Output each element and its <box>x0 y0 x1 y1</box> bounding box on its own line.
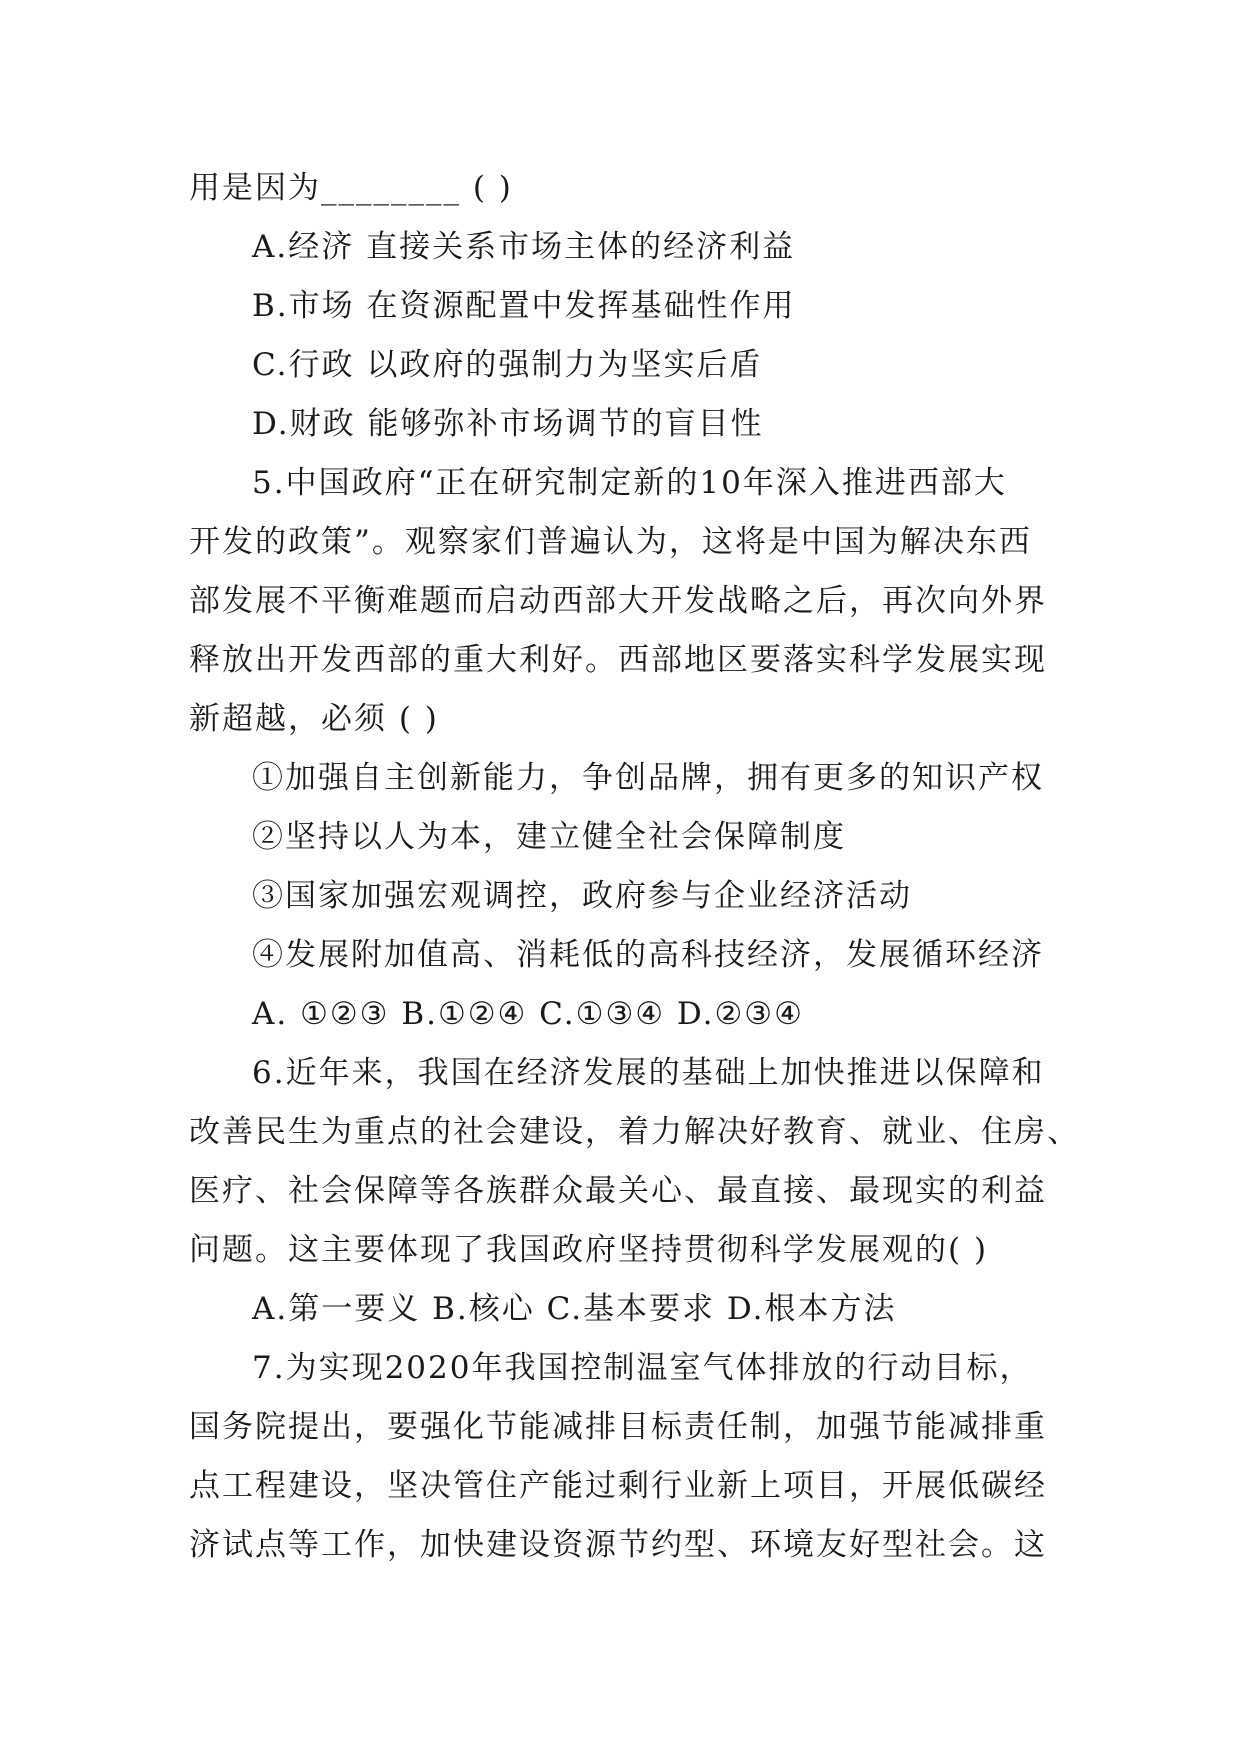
question-6-line-1: 6.近年来，我国在经济发展的基础上加快推进以保障和 <box>252 1055 1045 1091</box>
statement-3-line: ③国家加强宏观调控，政府参与企业经济活动 <box>252 878 912 914</box>
statement-1-line: ①加强自主创新能力，争创品牌，拥有更多的知识产权 <box>252 760 1044 796</box>
statement-4-line: ④发展附加值高、消耗低的高科技经济，发展循环经济 <box>252 937 1044 973</box>
question-5-line-2: 开发的政策”。观察家们普遍认为，这将是中国为解决东西 <box>189 524 1032 560</box>
document-page <box>189 159 1080 1575</box>
option-b-line: B.市场 在资源配置中发挥基础性作用 <box>252 288 796 324</box>
question-5-line-4: 释放出开发西部的重大利好。西部地区要落实科学发展实现 <box>189 642 1047 678</box>
question-5-line-5: 新超越，必须 ( ) <box>189 701 439 737</box>
option-d-line: D.财政 能够弥补市场调节的盲目性 <box>252 406 764 442</box>
question-7-line-4: 济试点等工作，加快建设资源节约型、环境友好型社会。这 <box>189 1527 1047 1563</box>
statement-2-line: ②坚持以人为本，建立健全社会保障制度 <box>252 819 846 855</box>
text-line-1: 用是因为________ ( ) <box>189 170 513 206</box>
question-7-line-2: 国务院提出，要强化节能减排目标责任制，加强节能减排重 <box>189 1409 1047 1445</box>
question-5-options-line: A. ①②③ B.①②④ C.①③④ D.②③④ <box>252 996 804 1032</box>
question-7-line-3: 点工程建设，坚决管住产能过剩行业新上项目，开展低碳经 <box>189 1468 1047 1504</box>
question-6-line-4: 问题。这主要体现了我国政府坚持贯彻科学发展观的( ) <box>189 1232 989 1268</box>
option-c-line: C.行政 以政府的强制力为坚实后盾 <box>252 347 763 383</box>
question-5-line-3: 部发展不平衡难题而启动西部大开发战略之后，再次向外界 <box>189 583 1047 619</box>
question-6-line-3: 医疗、社会保障等各族群众最关心、最直接、最现实的利益 <box>189 1173 1047 1209</box>
question-5-line-1: 5.中国政府“正在研究制定新的10年深入推进西部大 <box>252 465 1007 501</box>
option-a-line: A.经济 直接关系市场主体的经济利益 <box>252 229 796 265</box>
question-7-line-1: 7.为实现2020年我国控制温室气体排放的行动目标， <box>252 1350 1033 1386</box>
question-6-line-2: 改善民生为重点的社会建设，着力解决好教育、就业、住房、 <box>189 1114 1080 1150</box>
question-6-options-line: A.第一要义 B.核心 C.基本要求 D.根本方法 <box>252 1291 897 1327</box>
